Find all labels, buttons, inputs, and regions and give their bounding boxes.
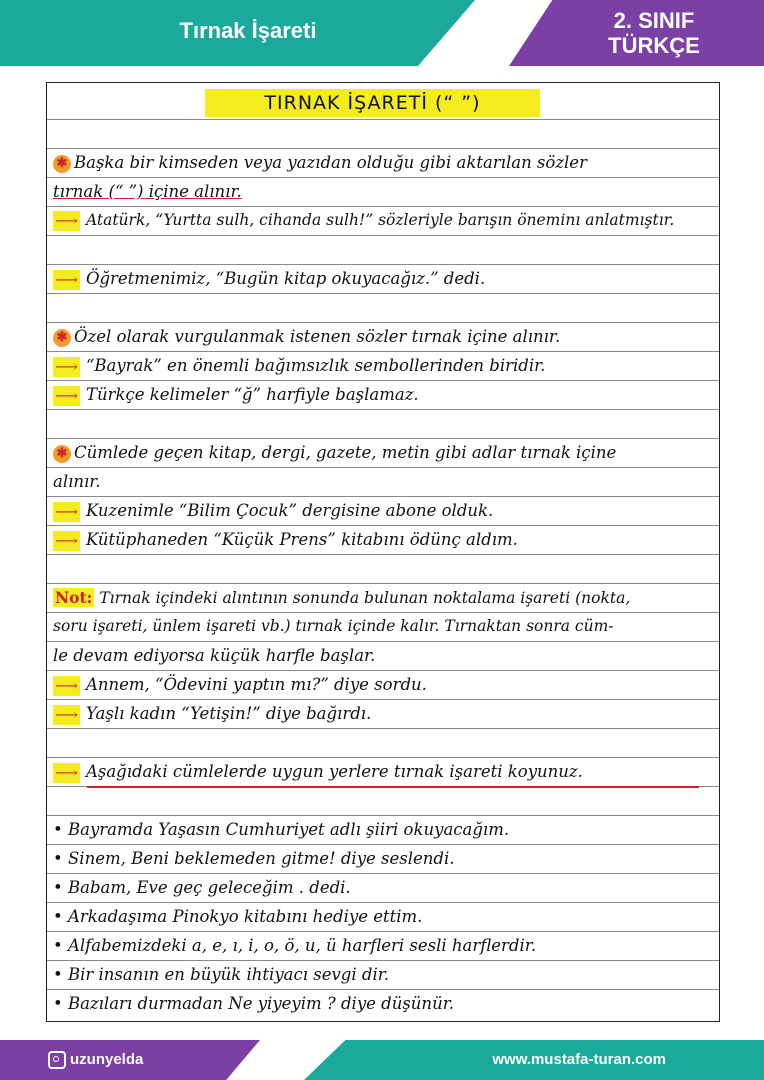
note-line-3: le devam ediyorsa küçük harfle başlar. <box>53 646 376 665</box>
subject-text: TÜRKÇE <box>608 33 700 58</box>
instagram-icon <box>48 1051 66 1069</box>
exercise-item: • Arkadaşıma Pinokyo kitabını hediye ettim. <box>53 907 423 926</box>
exercise-item: • Sinem, Beni beklemeden gitme! diye seslendi. <box>53 849 455 868</box>
rule-1-line-2: tırnak (“ ”) içine alınır. <box>53 182 242 201</box>
grade-label <box>584 8 724 58</box>
exercise-item: • Bir insanın en büyük ihtiyacı sevgi dir. <box>53 965 390 984</box>
notebook-page <box>46 82 720 1022</box>
rule-3-example-2: ⟶ Kütüphaneden “Küçük Prens” kitabını ödünç aldım. <box>55 530 518 550</box>
page-title: Tırnak İşareti <box>179 18 317 43</box>
task-instruction: ⟶ Aşağıdaki cümlelerde uygun yerlere tırnak işareti koyunuz. <box>55 762 583 782</box>
note-label: Not: <box>55 588 93 607</box>
grade-text: 2. SINIF <box>613 8 695 33</box>
arrow-icon: ⟶ <box>55 530 78 550</box>
rule-2-example-2: ⟶ Türkçe kelimeler “ğ” harfiyle başlamaz. <box>55 385 419 405</box>
arrow-icon: ⟶ <box>55 385 78 405</box>
website-link[interactable]: www.mustafa-turan.com <box>492 1051 666 1068</box>
rule-2-example-1: ⟶ “Bayrak” en önemli bağımsızlık sembollerinden biridir. <box>55 356 546 376</box>
rule-3-example-1: ⟶ Kuzenimle “Bilim Çocuk” dergisine abone olduk. <box>55 501 494 521</box>
exercise-item: • Babam, Eve geç geleceğim . dedi. <box>53 878 351 897</box>
arrow-icon: ⟶ <box>55 356 78 376</box>
note-line-2: soru işareti, ünlem işareti vb.) tırnak içinde kalır. Tırnaktan sonra cüm- <box>53 617 614 635</box>
star-bullet-icon: ✱ <box>53 329 71 347</box>
task-underline <box>87 786 699 788</box>
rule-2-line-1: ✱ Özel olarak vurgulanmak istenen sözler tırnak içine alınır. <box>53 322 713 351</box>
arrow-icon: ⟶ <box>55 211 78 230</box>
note-example-1: ⟶ Annem, “Ödevini yaptın mı?” diye sordu. <box>55 675 427 695</box>
star-bullet-icon: ✱ <box>53 445 71 463</box>
exercise-item: • Alfabemizdeki a, e, ı, i, o, ö, u, ü harfleri sesli harflerdir. <box>53 936 537 955</box>
rule-1-example-2: ⟶ Öğretmenimiz, “Bugün kitap okuyacağız.” dedi. <box>55 269 486 289</box>
rule-3-line-1: ✱ Cümlede geçen kitap, dergi, gazete, metin gibi adlar tırnak içine <box>53 438 713 467</box>
star-bullet-icon: ✱ <box>53 155 71 173</box>
exercise-item: • Bazıları durmadan Ne yiyeyim ? diye düşünür. <box>53 994 455 1013</box>
rule-3-line-2: alınır. <box>53 472 101 491</box>
arrow-icon: ⟶ <box>55 675 78 695</box>
arrow-icon: ⟶ <box>55 269 78 289</box>
instagram-handle[interactable]: uzunyelda <box>48 1050 143 1070</box>
note-example-2: ⟶ Yaşlı kadın “Yetişin!” diye bağırdı. <box>55 704 372 724</box>
note-line-1: Not: Tırnak içindeki alıntının sonunda bulunan noktalama işareti (nokta, <box>55 588 631 607</box>
arrow-icon: ⟶ <box>55 501 78 521</box>
rule-1-line-1: ✱ Başka bir kimseden veya yazıdan olduğu gibi aktarılan sözler <box>53 148 713 177</box>
exercise-item: • Bayramda Yaşasın Cumhuriyet adlı şiiri okuyacağım. <box>53 820 510 839</box>
arrow-icon: ⟶ <box>55 762 78 782</box>
rule-1-example-1: ⟶ Atatürk, “Yurtta sulh, cihanda sulh!” sözleriyle barışın öneminı anlatmıştır. <box>55 211 675 230</box>
worksheet-title: TIRNAK İŞARETİ (“ ”) <box>205 89 540 117</box>
arrow-icon: ⟶ <box>55 704 78 724</box>
